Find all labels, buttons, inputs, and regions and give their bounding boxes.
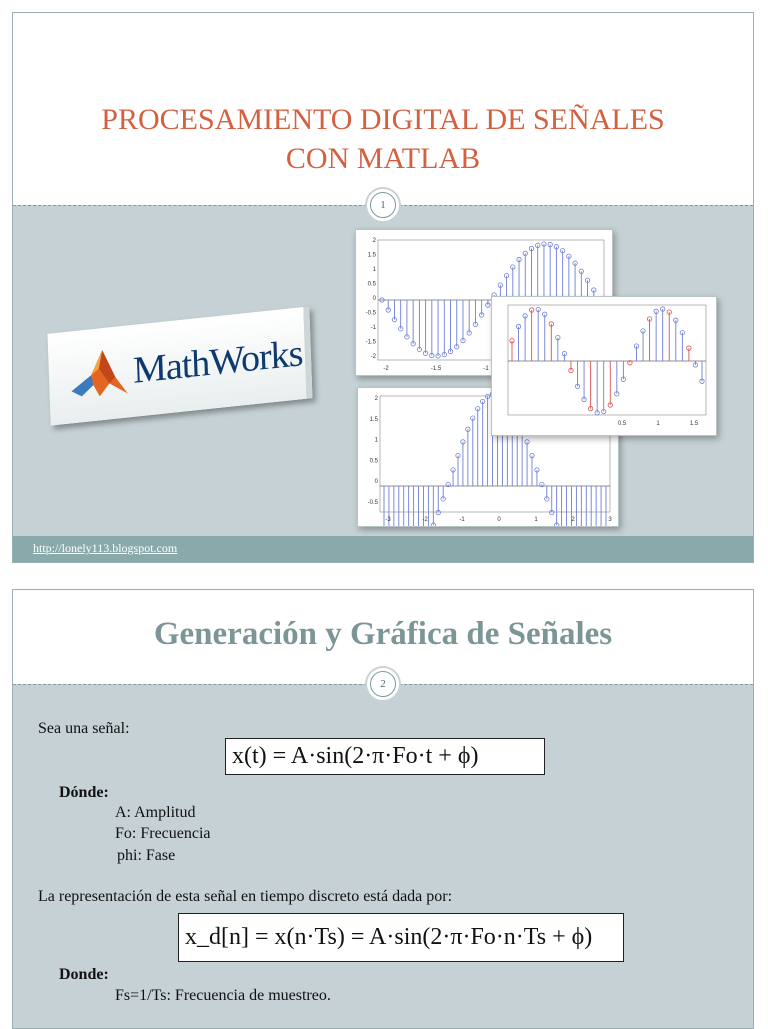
x-tick-label: -1 <box>483 366 489 372</box>
x-tick-label: 0 <box>497 517 501 523</box>
mathworks-membrane-icon <box>68 341 130 407</box>
y-tick-label: 1.5 <box>367 252 376 259</box>
slide-1 <box>12 12 754 563</box>
donde-label: Dónde: <box>59 784 109 801</box>
mathworks-logo-text: MathWorks <box>132 332 304 392</box>
x-tick-label: 1 <box>534 517 538 523</box>
slide-1-title-area <box>13 13 753 205</box>
donde2-label: Donde: <box>59 966 109 983</box>
formula-2-text: x_d[n] = x(n·Ts) = A·sin(2·π·Fo·n·Ts + ϕ) <box>185 924 593 950</box>
x-tick-label: -1 <box>459 517 465 523</box>
y-tick-label: 2 <box>372 238 376 244</box>
x-tick-label: -1.5 <box>430 366 442 372</box>
y-tick-label: 1 <box>374 437 378 444</box>
x-tick-label: 1.5 <box>689 421 699 427</box>
definition-phase: phi: Fase <box>117 847 176 864</box>
x-tick-label: 2 <box>571 517 575 523</box>
definition-amplitude: A: Amplitud <box>115 804 196 821</box>
sampled-stem-plot-svg <box>492 297 716 435</box>
discrete-text: La representación de esta señal en tiempo discreto está dada por: <box>38 888 453 905</box>
definition-frequency: Fo: Frecuencia <box>115 825 211 842</box>
slide-2 <box>12 589 754 1029</box>
intro-text: Sea una señal: <box>38 720 130 737</box>
y-tick-label: -2 <box>370 354 376 360</box>
slide-1-number: 1 <box>370 192 396 218</box>
y-tick-label: 2 <box>374 396 378 402</box>
y-tick-label: 0 <box>372 296 376 302</box>
x-tick-label: -2 <box>383 366 389 372</box>
slide-1-title-line-1: PROCESAMIENTO DIGITAL DE SEÑALES <box>101 103 665 136</box>
sampling-frequency-definition: Fs=1/Ts: Frecuencia de muestreo. <box>115 987 331 1004</box>
y-tick-label: 0.5 <box>369 458 378 465</box>
y-tick-label: 0 <box>374 479 378 486</box>
y-tick-label: -0.5 <box>365 310 376 317</box>
slide-2-number: 2 <box>370 671 396 697</box>
y-tick-label: -1 <box>370 325 376 331</box>
sampled-stem-plot <box>491 296 717 436</box>
y-tick-label: 0.5 <box>367 281 376 288</box>
x-tick-label: -2 <box>422 517 428 523</box>
formula-1-text: x(t) = A·sin(2·π·Fo·t + ϕ) <box>232 743 479 769</box>
y-tick-label: 1.5 <box>369 416 378 423</box>
y-tick-label: -0.5 <box>367 500 378 506</box>
slide-2-number-badge <box>365 666 401 702</box>
slide-1-footer <box>13 536 753 562</box>
y-tick-label: 1 <box>372 267 376 273</box>
slide-1-number-badge <box>365 187 401 223</box>
continuous-signal-formula <box>225 738 545 775</box>
x-tick-label: 3 <box>608 517 612 523</box>
slide-1-title-line-2: CON MATLAB <box>285 142 481 175</box>
discrete-signal-formula <box>178 913 624 962</box>
footer-link[interactable]: http://lonely113.blogspot.com <box>33 541 178 555</box>
y-tick-label: -1.5 <box>365 339 376 346</box>
x-tick-label: -3 <box>385 517 391 523</box>
x-tick-label: 1 <box>656 421 660 427</box>
x-tick-label: 0.5 <box>617 421 627 427</box>
slide-2-title: Generación y Gráfica de Señales <box>153 616 613 652</box>
